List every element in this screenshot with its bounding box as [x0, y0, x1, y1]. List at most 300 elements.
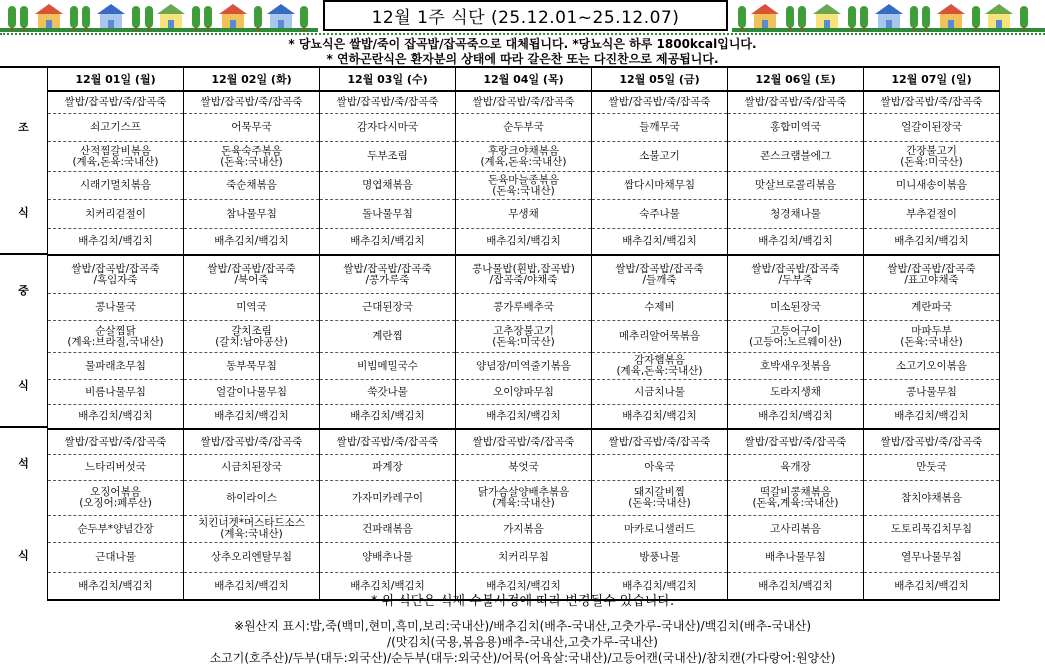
menu-cell [864, 405, 1000, 430]
menu-cell [864, 91, 1000, 114]
menu-item-text: 마카로니샐러드 [623, 522, 695, 535]
meal-row [48, 481, 1000, 516]
menu-item-text: 도토리묵김치무침 [890, 522, 973, 535]
menu-cell [48, 321, 184, 353]
meal-row [48, 516, 1000, 543]
menu-item-text: 아욱국 [644, 461, 675, 473]
menu-item-text: /잡곡죽/야채죽 [489, 273, 558, 286]
menu-item-text: 배추나물무침 [765, 551, 826, 563]
menu-item-text: 비름나물무침 [85, 385, 146, 398]
menu-item-text: 쇠고기스프 [90, 121, 141, 133]
menu-item-text: (돈육:국내산) [628, 497, 691, 509]
tree-icon [798, 6, 806, 28]
menu-cell [320, 481, 456, 516]
menu-item-text: 고사리볶음 [770, 522, 821, 535]
menu-item-text: 하이라이스 [226, 491, 277, 504]
menu-cell [184, 543, 320, 573]
menu-cell [592, 543, 728, 573]
meal-row [48, 543, 1000, 573]
menu-item-text: /콩가루죽 [365, 273, 410, 286]
menu-cell [184, 172, 320, 200]
menu-item-text: 쌀밥/잡곡밥/죽/잡곡죽 [608, 435, 711, 448]
menu-cell [48, 294, 184, 321]
menu-item-text: 비빔메밀국수 [357, 359, 418, 372]
menu-item-text: 배추김치/백김치 [78, 235, 153, 247]
house-icon [100, 14, 122, 28]
menu-item-text: 배추김치/백김치 [622, 410, 697, 422]
menu-item-text: 수제비 [644, 300, 675, 313]
notice-dysphagia: * 연하곤란식은 환자분의 상태에 따라 갈은찬 또는 다진찬으로 제공됩니다. [326, 52, 719, 66]
menu-item-text: 시금치나물 [634, 385, 685, 398]
menu-item-text: 쌀밥/잡곡밥/죽/잡곡죽 [336, 435, 439, 448]
menu-item-text: 부추겉절이 [906, 207, 957, 220]
menu-cell [48, 229, 184, 256]
menu-cell [592, 455, 728, 481]
menu-item-text: 고추장불고기 [493, 324, 554, 337]
menu-item-text: 홍합미역국 [770, 121, 821, 133]
menu-item-text: 동부묵무침 [226, 359, 277, 372]
day-header: 12월 04일 (목) [456, 68, 592, 92]
menu-item-text: 배추김치/백김치 [350, 579, 425, 592]
menu-cell [456, 294, 592, 321]
meal-row [48, 200, 1000, 229]
menu-item-text: 오징어볶음 [90, 486, 141, 498]
menu-item-text: 쌀밥/잡곡밥/죽/잡곡죽 [880, 96, 983, 108]
menu-item-text: 쌀밥/잡곡밥/잡곡죽 [343, 262, 432, 275]
menu-cell [456, 91, 592, 114]
day-header: 12월 06일 (토) [728, 68, 864, 92]
menu-cell [864, 380, 1000, 405]
menu-item-text: 감자햄볶음 [634, 354, 685, 366]
meal-label-top: 조 [18, 121, 29, 134]
menu-cell [592, 429, 728, 455]
menu-item-text: 쌀밥/잡곡밥/죽/잡곡죽 [472, 435, 575, 448]
menu-item-text: 간장불고기 [906, 144, 957, 157]
menu-cell [864, 172, 1000, 200]
menu-item-text: 열무나물무침 [901, 551, 962, 563]
menu-cell [320, 405, 456, 430]
menu-item-text: /흑임자죽 [93, 273, 138, 286]
menu-cell [184, 200, 320, 229]
menu-item-text: 쌀밥/잡곡밥/죽/잡곡죽 [472, 96, 575, 108]
menu-cell [320, 353, 456, 380]
menu-cell [864, 114, 1000, 142]
menu-cell [592, 516, 728, 543]
menu-item-text: 물파래초무침 [85, 359, 146, 372]
menu-cell [592, 200, 728, 229]
menu-cell [864, 353, 1000, 380]
menu-cell [592, 481, 728, 516]
menu-cell [864, 229, 1000, 256]
house-icon [38, 14, 60, 28]
day-header: 12월 02일 (화) [184, 68, 320, 92]
menu-item-text: 고등어구이 [770, 324, 821, 337]
tree-icon [738, 6, 746, 28]
house-icon [222, 14, 244, 28]
menu-cell [456, 481, 592, 516]
menu-cell [728, 172, 864, 200]
menu-cell [48, 353, 184, 380]
menu-item-text: 배추김치/백김치 [486, 235, 561, 247]
meal-label-bottom: 식 [18, 379, 29, 392]
menu-cell [456, 321, 592, 353]
menu-item-text: 시래기멸치볶음 [79, 179, 151, 191]
footer-origin-line-3: 소고기(호주산)/두부(대두:외국산)/순두부(대두:외국산)/어묵(어육살:국내산)/고등어캔(국내산)/참치캔(가다랑어:원양산) [209, 651, 836, 665]
menu-cell [728, 255, 864, 294]
menu-cell [320, 114, 456, 142]
menu-cell [48, 172, 184, 200]
menu-item-text: (돈육:국내산) [492, 184, 555, 197]
menu-cell [728, 142, 864, 172]
tree-icon [8, 6, 16, 28]
menu-cell [184, 516, 320, 543]
menu-cell [592, 380, 728, 405]
menu-item-text: (계육,돈육:국내산) [72, 155, 159, 168]
menu-item-text: 두부조림 [367, 150, 408, 162]
menu-item-text: 메추리알어묵볶음 [618, 330, 701, 342]
menu-item-text: (갈치:남아공산) [215, 335, 288, 348]
menu-item-text: 소고기오이볶음 [895, 359, 967, 372]
menu-cell [184, 142, 320, 172]
menu-item-text: 쌀밥/잡곡밥/잡곡죽 [207, 262, 296, 275]
menu-item-text: 치킨너겟*머스타드소스 [198, 517, 305, 529]
menu-cell [48, 481, 184, 516]
menu-item-text: 양배추나물 [362, 551, 413, 563]
menu-cell [320, 543, 456, 573]
tree-icon [860, 6, 868, 28]
menu-item-text: 마파두부 [911, 324, 952, 337]
day-header-row [48, 68, 1000, 92]
menu-cell [320, 142, 456, 172]
menu-item-text: 북엇국 [508, 461, 539, 473]
menu-cell [320, 294, 456, 321]
house-icon [878, 14, 900, 28]
menu-item-text: 돈육마늘종볶음 [487, 173, 559, 186]
menu-item-text: 쌀밥/잡곡밥/죽/잡곡죽 [200, 96, 303, 108]
menu-cell [728, 229, 864, 256]
menu-cell [184, 380, 320, 405]
menu-item-text: 쌀밥/잡곡밥/잡곡죽 [615, 262, 704, 275]
menu-item-text: 가자미카레구이 [351, 491, 423, 504]
meal-label-bottom: 식 [18, 549, 29, 562]
menu-cell [184, 114, 320, 142]
menu-cell [184, 321, 320, 353]
menu-item-text: 배추김치/백김치 [758, 410, 833, 422]
menu-cell [48, 543, 184, 573]
menu-item-text: 후랑크야채볶음 [487, 144, 559, 157]
menu-cell [184, 353, 320, 380]
menu-item-text: 맛살브로콜리볶음 [754, 179, 837, 191]
menu-item-text: (계육,돈육:국내산) [616, 365, 703, 377]
menu-item-text: 산적찜갈비볶음 [79, 144, 151, 157]
menu-cell [48, 200, 184, 229]
menu-item-text: 콩나물국 [95, 300, 136, 313]
menu-cell [728, 380, 864, 405]
tree-icon [70, 6, 78, 28]
menu-cell [184, 429, 320, 455]
menu-cell [864, 200, 1000, 229]
menu-item-text: 배추김치/백김치 [486, 410, 561, 422]
menu-item-text: (돈육,계육:국내산) [752, 497, 839, 509]
menu-cell [48, 516, 184, 543]
menu-cell [320, 255, 456, 294]
menu-cell [184, 481, 320, 516]
menu-item-text: 배추김치/백김치 [758, 579, 833, 592]
menu-cell [728, 91, 864, 114]
menu-cell [456, 543, 592, 573]
menu-cell [48, 455, 184, 481]
menu-item-text: 미소된장국 [770, 300, 821, 313]
menu-cell [864, 543, 1000, 573]
menu-item-text: /북어죽 [234, 273, 269, 286]
menu-cell [456, 255, 592, 294]
menu-cell [864, 481, 1000, 516]
menu-item-text: 어묵무국 [231, 121, 272, 133]
menu-item-text: 미역국 [236, 300, 267, 313]
meal-row [48, 380, 1000, 405]
menu-cell [592, 172, 728, 200]
menu-cell [184, 255, 320, 294]
menu-item-text: 쌈다시마채무침 [623, 179, 695, 191]
menu-cell [320, 200, 456, 229]
menu-item-text: 얼갈이된장국 [901, 121, 962, 133]
menu-item-text: 콩나물무침 [906, 385, 957, 398]
menu-item-text: 배추김치/백김치 [758, 235, 833, 247]
menu-item-text: 치커리무침 [498, 551, 549, 563]
menu-cell [592, 321, 728, 353]
grass-strip [732, 28, 1045, 32]
menu-cell [456, 229, 592, 256]
menu-cell [320, 172, 456, 200]
tree-icon [300, 6, 308, 28]
menu-item-text: 명엽채볶음 [362, 179, 413, 191]
menu-cell [184, 405, 320, 430]
meal-label-top: 석 [18, 457, 29, 470]
menu-item-text: 쌀밥/잡곡밥/죽/잡곡죽 [200, 435, 303, 448]
meal-row [48, 321, 1000, 353]
house-icon [160, 14, 182, 28]
menu-cell [592, 229, 728, 256]
menu-item-text: /표고야채죽 [904, 273, 959, 286]
menu-cell [184, 455, 320, 481]
menu-item-text: 배추김치/백김치 [214, 579, 289, 592]
meal-row [48, 114, 1000, 142]
menu-item-text: (돈육:미국산) [900, 155, 963, 168]
menu-item-text: 양념장/미역줄기볶음 [476, 359, 571, 372]
footer-change-notice: * 위 식단은 식재 수불사정에 따라 변경될수 있습니다. [370, 594, 675, 609]
menu-item-text: 가지볶음 [503, 522, 544, 535]
tree-icon [82, 6, 90, 28]
menu-cell [728, 353, 864, 380]
menu-item-text: 순두부*양념간장 [77, 522, 154, 535]
house-icon [816, 14, 838, 28]
day-header: 12월 01일 (월) [48, 68, 184, 92]
menu-item-text: 쌀밥/잡곡밥/죽/잡곡죽 [880, 435, 983, 448]
menu-cell [592, 91, 728, 114]
menu-cell [320, 229, 456, 256]
meal-row [48, 91, 1000, 114]
house-icon [940, 14, 962, 28]
menu-item-text: 돼지갈비찜 [634, 486, 685, 498]
menu-cell [48, 142, 184, 172]
tree-icon [204, 6, 212, 28]
menu-cell [456, 405, 592, 430]
menu-item-text: 육개장 [780, 461, 811, 473]
meal-row [48, 255, 1000, 294]
menu-cell [456, 516, 592, 543]
menu-cell [864, 455, 1000, 481]
menu-item-text: 건파래볶음 [362, 522, 413, 535]
menu-cell [320, 429, 456, 455]
meal-row [48, 429, 1000, 455]
meal-label-top: 중 [18, 284, 29, 297]
meal-row [48, 142, 1000, 172]
menu-item-text: 쑥갓나물 [367, 385, 408, 398]
tree-icon [922, 6, 930, 28]
menu-item-text: 쌀밥/잡곡밥/죽/잡곡죽 [608, 96, 711, 108]
menu-cell [592, 114, 728, 142]
menu-item-text: 들깨무국 [639, 121, 680, 133]
tree-icon [192, 6, 200, 28]
menu-cell [728, 114, 864, 142]
menu-item-text: 갈치조림 [231, 324, 272, 337]
menu-item-text: 쌀밥/잡곡밥/죽/잡곡죽 [64, 96, 167, 108]
menu-cell [456, 455, 592, 481]
menu-item-text: 소불고기 [639, 150, 680, 162]
menu-item-text: 돈육숙주볶음 [221, 144, 282, 157]
menu-item-text: 쌀밥/잡곡밥/잡곡죽 [887, 262, 976, 275]
menu-item-text: (계육:국내산) [220, 528, 283, 540]
menu-cell [592, 255, 728, 294]
menu-item-text: 참치야채볶음 [901, 491, 962, 504]
menu-cell [320, 380, 456, 405]
menu-item-text: (고등어:노르웨이산) [749, 335, 842, 348]
notice-diabetes: * 당뇨식은 쌀밥/죽이 잡곡밥/잡곡죽으로 대체됩니다. *당뇨식은 하루 1800kcal입니다. [288, 37, 757, 51]
menu-item-text: 만둣국 [916, 461, 947, 473]
menu-item-text: 파계장 [372, 461, 403, 473]
footer-origin-line-2: /(맛김치(국용,볶음용)배추-국내산,고춧가루-국내산) [387, 635, 658, 649]
menu-cell [456, 200, 592, 229]
menu-cell [728, 429, 864, 455]
menu-item-text: (돈육:국내산) [900, 335, 963, 348]
menu-item-text: 배추김치/백김치 [622, 579, 697, 592]
menu-item-text: 쌀밥/잡곡밥/죽/잡곡죽 [64, 435, 167, 448]
menu-item-text: 배추김치/백김치 [622, 235, 697, 247]
meal-row [48, 455, 1000, 481]
menu-item-text: (계육:국내산) [492, 497, 555, 509]
menu-cell [48, 91, 184, 114]
tree-icon [20, 6, 28, 28]
menu-item-text: 배추김치/백김치 [350, 410, 425, 422]
menu-item-text: 얼갈이나물무침 [215, 385, 287, 398]
menu-cell [184, 294, 320, 321]
house-icon [270, 14, 292, 28]
menu-item-text: 호박새우젓볶음 [759, 359, 831, 372]
day-header: 12월 07일 (일) [864, 68, 1000, 92]
tree-icon [848, 6, 856, 28]
menu-item-text: 쌀밥/잡곡밥/죽/잡곡죽 [744, 96, 847, 108]
menu-cell [728, 200, 864, 229]
meal-row [48, 405, 1000, 430]
page-title: 12월 1주 식단 (25.12.01~25.12.07) [323, 0, 728, 31]
menu-item-text: 방풍나물 [639, 551, 680, 563]
menu-item-text: 배추김치/백김치 [894, 410, 969, 422]
menu-cell [48, 255, 184, 294]
menu-cell [48, 429, 184, 455]
menu-item-text: 쌀밥/잡곡밥/잡곡죽 [751, 262, 840, 275]
menu-item-text: 순두부국 [503, 121, 544, 133]
meal-label-bottom: 식 [18, 206, 29, 219]
tree-icon [972, 6, 980, 28]
tree-icon [910, 6, 918, 28]
meal-row [48, 229, 1000, 256]
menu-item-text: 느타리버섯국 [85, 461, 146, 473]
menu-item-text: 계란파국 [911, 300, 952, 313]
menu-cell [184, 91, 320, 114]
menu-cell [456, 114, 592, 142]
menu-cell [864, 142, 1000, 172]
menu-item-text: 무생채 [508, 207, 539, 220]
tree-icon [145, 6, 153, 28]
menu-item-text: 닭가슴살양배추볶음 [477, 486, 570, 498]
day-header: 12월 03일 (수) [320, 68, 456, 92]
menu-cell [592, 353, 728, 380]
menu-cell [48, 114, 184, 142]
meal-divider [0, 426, 47, 428]
menu-item-text: /들깨죽 [642, 273, 677, 286]
menu-cell [728, 321, 864, 353]
menu-item-text: (계육:브라질,국내산) [67, 335, 164, 348]
menu-cell [48, 405, 184, 430]
menu-cell [456, 429, 592, 455]
menu-cell [320, 516, 456, 543]
menu-item-text: 배추김치/백김치 [78, 410, 153, 422]
menu-cell [864, 255, 1000, 294]
menu-item-text: 콘스크램블에그 [759, 150, 831, 162]
menu-item-text: 감자다시마국 [357, 121, 418, 133]
menu-cell [184, 229, 320, 256]
menu-item-text: 쌀밥/잡곡밥/죽/잡곡죽 [744, 435, 847, 448]
menu-cell [728, 455, 864, 481]
menu-item-text: (계육,돈육:국내산) [480, 155, 567, 168]
menu-item-text: 배추김치/백김치 [214, 235, 289, 247]
menu-item-text: 계란찜 [372, 330, 403, 342]
tree-icon [254, 6, 262, 28]
menu-cell [864, 294, 1000, 321]
menu-cell [592, 294, 728, 321]
menu-item-text: (돈육:국내산) [220, 155, 283, 168]
menu-cell [456, 353, 592, 380]
menu-item-text: 미니새송이볶음 [895, 179, 967, 191]
menu-item-text: 콩나물밥(흰밥,잡곡밥) [472, 262, 575, 275]
house-icon [754, 14, 776, 28]
menu-item-text: 죽순채볶음 [226, 179, 277, 191]
menu-item-text: 상추오리엔탈무침 [210, 551, 293, 563]
menu-item-text: 배추김치/백김치 [486, 579, 561, 592]
menu-item-text: (돈육:미국산) [492, 335, 555, 348]
menu-cell [728, 481, 864, 516]
menu-item-text: 오이양파무침 [493, 385, 554, 398]
menu-cell [864, 429, 1000, 455]
menu-item-text: 근대나물 [95, 551, 136, 563]
footer-origin-line-1: ※원산지 표시:밥,죽(백미,현미,흑미,보리:국내산)/배추김치(배추-국내산,고춧가루-국내산)/백김치(배추-국내산) [233, 619, 812, 633]
menu-item-text: (오징어:페루산) [79, 497, 152, 509]
menu-cell [48, 380, 184, 405]
menu-cell [728, 543, 864, 573]
menu-cell [592, 405, 728, 430]
grass-strip [0, 28, 318, 32]
menu-item-text: 배추김치/백김치 [350, 235, 425, 247]
